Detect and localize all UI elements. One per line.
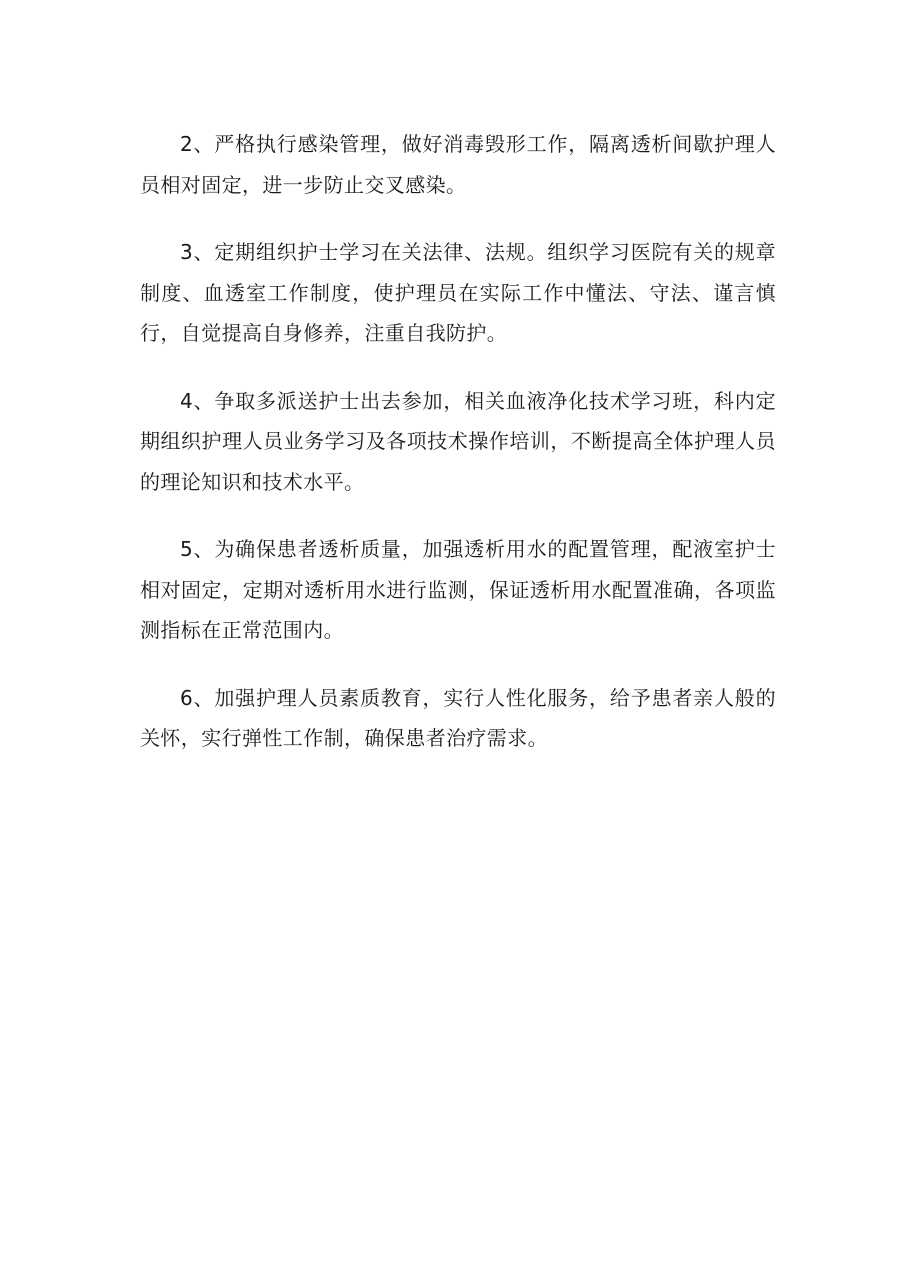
paragraph-item-3: 3、定期组织护士学习在关法律、法规。组织学习医院有关的规章制度、血透室工作制度，使护理员在实际工作中懂法、守法、谨言慎行，自觉提高自身修养，注重自我防护。	[140, 240, 776, 345]
paragraph-item-2: 2、严格执行感染管理，做好消毒毁形工作，隔离透析间歇护理人员相对固定，进一步防止交叉感染。	[140, 132, 776, 197]
paragraph-item-6: 6、加强护理人员素质教育，实行人性化服务，给予患者亲人般的关怀，实行弹性工作制，确保患者治疗需求。	[140, 685, 776, 750]
document-body	[140, 124, 776, 786]
paragraph-item-5: 5、为确保患者透析质量，加强透析用水的配置管理，配液室护士相对固定，定期对透析用水进行监测，保证透析用水配置准确，各项监测指标在正常范围内。	[140, 537, 776, 642]
paragraph-item-4: 4、争取多派送护士出去参加，相关血液净化技术学习班，科内定期组织护理人员业务学习及各项技术操作培训，不断提高全体护理人员的理论知识和技术水平。	[140, 388, 776, 494]
